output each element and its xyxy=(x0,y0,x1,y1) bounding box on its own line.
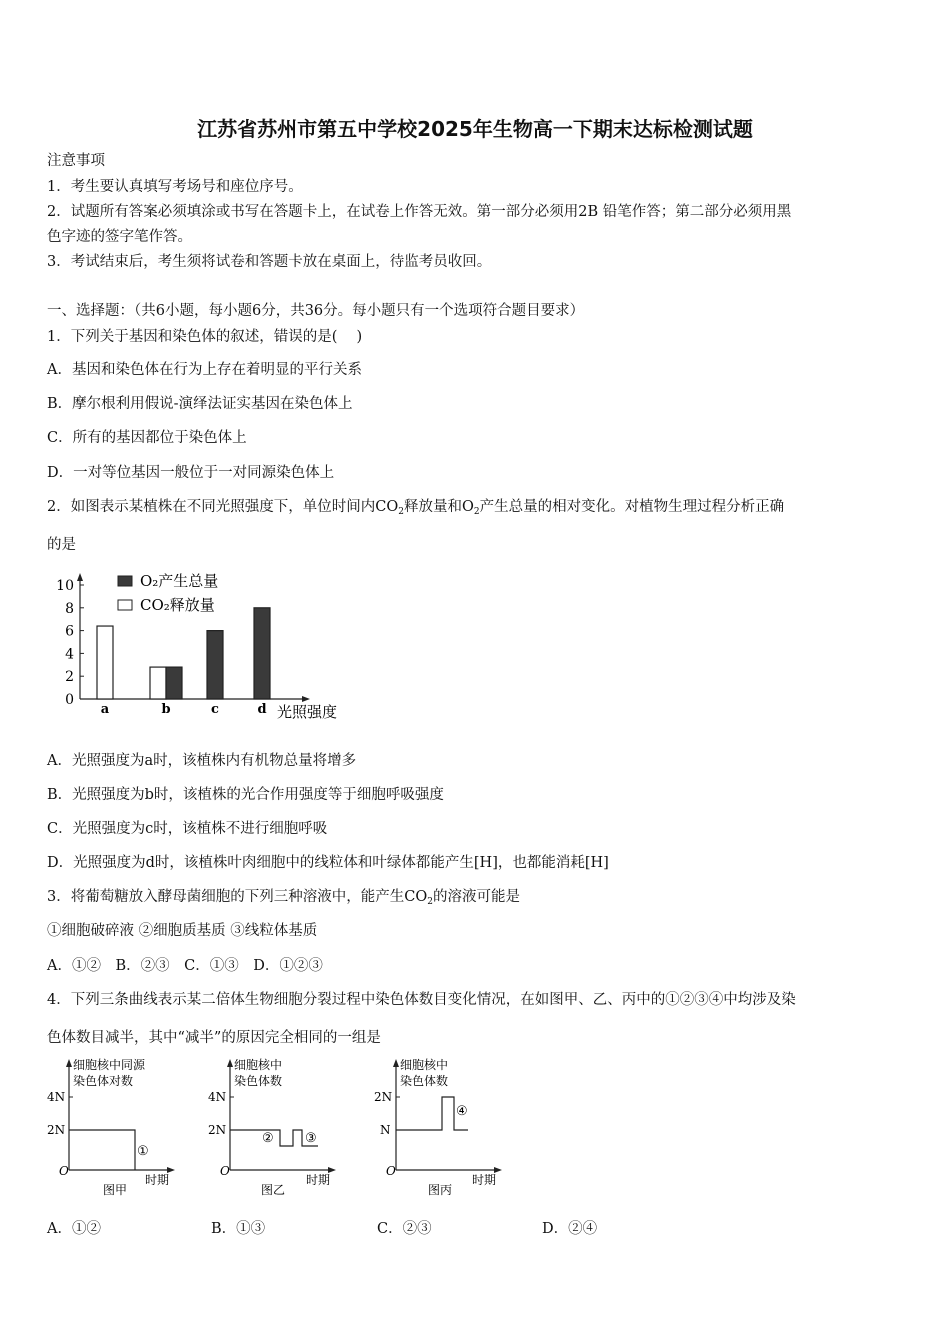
q4-option-b: B．①③ xyxy=(211,1221,266,1237)
y-tick-label: 0 xyxy=(65,692,74,708)
notice-item: 1．考生要认真填写考场号和座位序号。 xyxy=(47,179,303,195)
y-tick-label: 4 xyxy=(65,646,74,663)
x-axis-label: 光照强度 xyxy=(277,703,338,721)
graph-ylabel: 染色体对数 xyxy=(73,1074,134,1088)
x-axis-arrow xyxy=(302,696,310,702)
q3-options: A．①② B．②③ C．①③ D．①②③ xyxy=(47,958,323,974)
q2-option-d: D．光照强度为d时，该植株叶肉细胞中的线粒体和叶绿体都能产生[H]，也都能消耗[H] xyxy=(47,855,609,871)
bar-o2 xyxy=(207,631,223,699)
notice-item: 色字迹的签字笔作答。 xyxy=(47,229,192,245)
graph-xlabel: 时期 xyxy=(472,1173,497,1187)
q1-option-b: B．摩尔根利用假说-演绎法证实基因在染色体上 xyxy=(47,396,353,412)
legend-label-co2: CO₂释放量 xyxy=(140,596,215,614)
q1-option-d: D．一对等位基因一般位于一对同源染色体上 xyxy=(47,465,335,481)
y-tick-label: 8 xyxy=(65,600,74,617)
graph-ylabel: 细胞核中 xyxy=(400,1058,449,1072)
q2-stem: 2．如图表示某植株在不同光照强度下，单位时间内$CO_2$释放量和$O_2$产生总量的相对变化。对植物生理过程分析正确 xyxy=(47,499,785,517)
graph-origin: O xyxy=(220,1164,230,1178)
notice-item: 3．考试结束后，考生须将试卷和答题卡放在桌面上，待监考员收回。 xyxy=(47,254,492,270)
y-tick-label: 10 xyxy=(56,578,74,594)
q2-stem-line2: 的是 xyxy=(47,537,76,553)
legend-swatch-co2 xyxy=(118,600,132,610)
q4-option-c: C．②③ xyxy=(377,1221,432,1237)
graph-mark: ② xyxy=(262,1131,274,1146)
graph-caption: 图丙 xyxy=(428,1183,453,1197)
graph-caption: 图甲 xyxy=(103,1183,128,1197)
graph-caption: 图乙 xyxy=(261,1183,286,1197)
bar-co2 xyxy=(150,667,166,699)
q3-stem: 3．将葡萄糖放入酵母菌细胞的下列三种溶液中，能产生$CO_2$的溶液可能是 xyxy=(47,889,520,907)
x-tick-label: b xyxy=(161,702,171,717)
graph-ytick: N xyxy=(380,1123,391,1137)
section-heading: 一、选择题：（共6小题，每小题6分，共36分。每小题只有一个选项符合题目要求） xyxy=(47,303,585,319)
notice-heading: 注意事项 xyxy=(47,153,105,169)
graph-mark: ③ xyxy=(305,1131,317,1146)
graph-ylabel: 染色体数 xyxy=(400,1074,449,1088)
graph-ylabel: 染色体数 xyxy=(234,1074,283,1088)
q4-graph-jia xyxy=(45,1055,180,1203)
graph-origin: O xyxy=(59,1164,69,1178)
graph-mark: ① xyxy=(137,1144,149,1159)
q3-items: ①细胞破碎液 ②细胞质基质 ③线粒体基质 xyxy=(47,923,318,939)
q4-stem-line2: 色体数目减半，其中“减半”的原因完全相同的一组是 xyxy=(47,1030,381,1046)
q2-option-c: C．光照强度为c时，该植株不进行细胞呼吸 xyxy=(47,821,328,837)
legend-label-o2: O₂产生总量 xyxy=(140,572,219,590)
graph-xlabel: 时期 xyxy=(145,1173,170,1187)
graph-ytick: 4N xyxy=(47,1090,66,1104)
legend-swatch-o2 xyxy=(118,576,132,586)
bar-o2 xyxy=(254,608,270,699)
q4-stem: 4．下列三条曲线表示某二倍体生物细胞分裂过程中染色体数目变化情况，在如图甲、乙、丙中的①②③④中均涉及染 xyxy=(47,992,796,1008)
page-title: 江苏省苏州市第五中学校2025年生物高一下期末达标检测试题 xyxy=(197,117,753,141)
graph-ytick: 4N xyxy=(208,1090,227,1104)
q2-option-a: A．光照强度为a时，该植株内有机物总量将增多 xyxy=(47,753,357,769)
graph-xlabel: 时期 xyxy=(306,1173,331,1187)
graph-ylabel: 细胞核中 xyxy=(234,1058,283,1072)
q1-stem: 1．下列关于基因和染色体的叙述，错误的是( ) xyxy=(47,329,363,345)
y-tick-label: 6 xyxy=(65,623,74,640)
x-tick-label: d xyxy=(257,702,267,717)
q1-option-a: A．基因和染色体在行为上存在着明显的平行关系 xyxy=(47,362,362,378)
q4-option-a: A．①② xyxy=(47,1221,101,1237)
q1-option-c: C．所有的基因都位于染色体上 xyxy=(47,430,247,446)
graph-ytick: 2N xyxy=(208,1123,227,1137)
q4-option-d: D．②④ xyxy=(542,1221,598,1237)
q2-option-b: B．光照强度为b时，该植株的光合作用强度等于细胞呼吸强度 xyxy=(47,787,444,803)
graph-origin: O xyxy=(386,1164,396,1178)
graph-mark: ④ xyxy=(456,1104,468,1119)
bar-co2 xyxy=(97,626,113,699)
x-tick-label: c xyxy=(211,702,219,717)
notice-item: 2．试题所有答案必须填涂或书写在答题卡上，在试卷上作答无效。第一部分必须用2B 铅笔作答；第二部分必须用黑 xyxy=(47,204,792,220)
q4-graph-yi xyxy=(206,1055,341,1203)
bar-o2 xyxy=(166,667,182,699)
graph-ytick: 2N xyxy=(47,1123,66,1137)
graph-ylabel: 细胞核中同源 xyxy=(73,1058,146,1072)
q4-graph-bing xyxy=(372,1055,507,1203)
y-axis-arrow xyxy=(77,573,83,581)
graph-ytick: 2N xyxy=(374,1090,393,1104)
y-tick-label: 2 xyxy=(65,669,74,686)
x-tick-label: a xyxy=(100,702,110,717)
q2-bar-chart xyxy=(45,565,365,730)
